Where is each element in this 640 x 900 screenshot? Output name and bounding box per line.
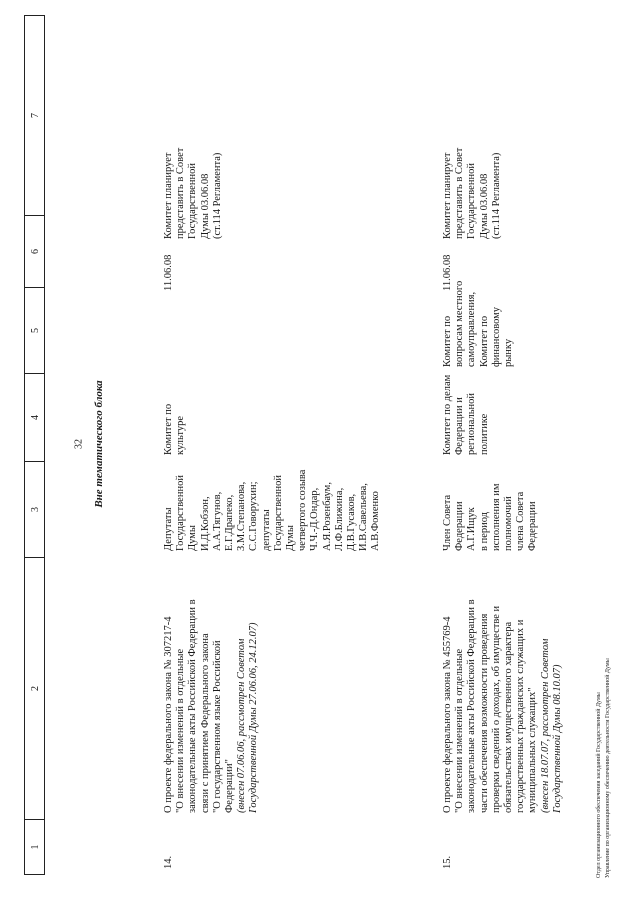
table-header-row [24,15,45,875]
footer-line-1: Отдел организационного обеспечения заседаний Государственной Думы [596,692,602,878]
column-header-4: 4 [24,373,45,461]
column-header-7: 7 [24,15,45,215]
plan-note: Комитет планирует представить в Совет Государственной Думы 03.06.08 (ст.114 Регламента) [442,147,502,239]
date-cell: 11.06.08 [442,254,453,291]
column-header-5: 5 [24,287,45,373]
date-cell: 11.06.08 [163,254,174,291]
bill-title: О проекте федерального закона № 455769-4 "О внесении изменений в отдельные законодательные акты Российской Федерации в части обеспечения возможности проведения проверки сведений о доходах, об имуществе и обязательствах имущественного характера государственных гражданских служащих и муниципальных служащих" (внесен 18.07.07, рассмотрен Советом Государственной Думы 08.10.07) [442,599,563,813]
column-header-3: 3 [24,461,45,557]
column-header-2: 2 [24,557,45,819]
bill-authors: Член Совета Федерации А.Г.Ищук в период исполнения им полномочий члена Совета Федерации [442,483,539,551]
co-executor-committees: Комитет по вопросам местного самоуправления, Комитет по финансовому рынку [442,280,515,367]
responsible-committee: Комитет по культуре [163,403,187,455]
agenda-table [24,15,563,875]
column-header-6: 6 [24,215,45,287]
bill-title: О проекте федерального закона № 307217-4 "О внесении изменений в отдельные законодательные акты Российской Федерации в связи с принятием Федерального закона "О государственном языке Российской Федерации" (внесен 07.06.06, рассмотрен Советом Государственной Думы 27.06.06, 24.12.07) [163,599,260,813]
bill-authors: Депутаты Государственной Думы И.Д.Кобзон, А.А.Тягунов, Е.Г.Драпеко, З.М.Степанова, С.С.Говорухин; депутаты Государственной Думы четвертого созыва Ч.Ч.-Д.Ондар, А.Я.Розенбаум, Л.Ф.Ближина, Д.В.Гусаков, И.В.Савельева, А.В.Фоменко [163,469,382,551]
row-number: 15. [442,855,453,869]
row-number: 14. [163,855,174,869]
column-header-1: 1 [24,819,45,875]
footer-line-2: Управление по организационному обеспечению деятельности Государственной Думы [605,658,611,878]
responsible-committee: Комитет по делам Федерации и региональной политике [442,374,490,455]
plan-note: Комитет планирует представить в Совет Государственной Думы 03.06.08 (ст.114 Регламента) [163,147,223,239]
